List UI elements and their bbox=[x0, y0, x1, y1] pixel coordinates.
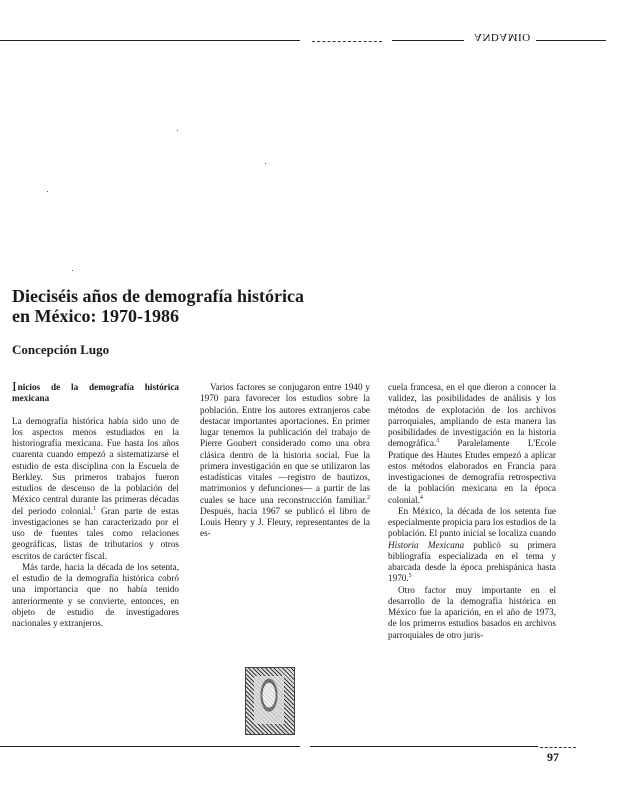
section-label: ANDAMIO bbox=[474, 31, 531, 43]
page-number: 97 bbox=[547, 750, 559, 764]
paragraph bbox=[388, 506, 556, 585]
header-rule-left bbox=[0, 40, 300, 41]
paragraph-text: publicó su primera bibliografía especializada en el tema y abarcada desde la época prehispánica hasta 1970. bbox=[388, 539, 557, 584]
paragraph: Otro factor muy importante en el desarrollo de la demografía histórica en México fue la aparición, en el año de 1973, de los primeros estudios basados en archivos parroquiales de otro juris- bbox=[388, 584, 556, 640]
paragraph-text: La demografía histórica había sido uno de los aspectos menos estudiados en la historiografía mexicana. Fue hasta los años cuarenta cuando empezó a sistematizarse el estudio de esta disciplina con la Escuela de Berkley. Sus primeros trabajos fueron estudios de descenso de la población del México central durante las primeras décadas del periodo colonial. bbox=[12, 415, 179, 516]
paragraph-text: Varios factores se conjugaron entre 1940 y 1970 para favorecer los estudios sobre la población. Entre los autores extranjeros cabe destacar importantes aportaciones. En primer lugar tenemos la publicación del trabajo de Pierre Goubert considerado como una obra clásica dentro de la historia social. Fue la primera investigación en que se utilizaron las estadísticas vitales —registro de bautizos, matrimonios y defunciones— a partir de las cuales se hace una reconstrucción familiar. bbox=[200, 382, 370, 505]
journal-title: Historia Mexicana bbox=[388, 539, 465, 550]
footnote-ref: 5 bbox=[408, 573, 412, 580]
section-heading-text: nicios de la demografía histórica mexicana bbox=[12, 382, 179, 404]
footer-rule-dashed bbox=[540, 747, 576, 748]
scan-speck bbox=[177, 130, 178, 131]
scan-speck bbox=[72, 270, 73, 271]
paragraph-text: Después, hacia 1967 se publicó el libro de Louis Henry y J. Fleury, representantes de la es- bbox=[200, 505, 370, 539]
footnote-ref: 2 bbox=[367, 494, 370, 501]
column-2 bbox=[200, 382, 370, 540]
paragraph bbox=[200, 382, 370, 540]
header-rule-dashed bbox=[312, 41, 382, 42]
header-rule-right bbox=[536, 40, 606, 41]
paragraph-text: cuela francesa, en el que dieron a conocer la validez, las posibilidades de análisis y los métodos de explotación de los archivos parroquiales, ampliando de esta manera las posibilidades de investigación en la historia demográfica. bbox=[388, 382, 556, 449]
article-title bbox=[12, 286, 342, 326]
paragraph-text: Paralelamente L'Ecole Pratique des Hautes Etudes empezó a aplicar estos métodos elaborados en Francia para investigaciones de demografía retrospectiva de la población mexicana en la época colonial. bbox=[388, 438, 556, 505]
engraving-figure-center bbox=[254, 676, 284, 724]
paragraph bbox=[12, 416, 179, 562]
scan-speck bbox=[47, 191, 48, 192]
article-author: Concepción Lugo bbox=[12, 342, 110, 357]
scan-speck bbox=[265, 163, 266, 164]
column-1 bbox=[12, 382, 179, 629]
column-3 bbox=[388, 382, 556, 641]
paragraph-text: Gran parte de estas investigaciones se han caracterizado por el uso de fuentes tales como relaciones geográficas, listas de tributarios y otros escritos de carácter fiscal. bbox=[12, 505, 179, 561]
footnote-ref: 3 bbox=[436, 438, 440, 445]
section-heading bbox=[12, 382, 179, 405]
header-rule-mid bbox=[392, 40, 464, 41]
footer-rule-left bbox=[0, 746, 300, 747]
article-title-line2: en México: 1970-1986 bbox=[12, 306, 179, 326]
footer-rule-mid bbox=[310, 746, 538, 747]
article-title-line1: Dieciséis años de demografía histórica bbox=[12, 286, 304, 306]
paragraph-text: En México, la década de los setenta fue especialmente propicia para los estudios de la población. El punto inicial se localiza cuando bbox=[388, 505, 556, 539]
paragraph bbox=[388, 382, 556, 506]
paragraph: Más tarde, hacia la década de los setenta, el estudio de la demografía histórica cobró una importancia que no había tenido anteriormente y se convierte, entonces, en objeto de estudio de investigadores nacionales y extranjeros. bbox=[12, 561, 179, 628]
engraving-figure bbox=[245, 667, 295, 735]
footnote-ref: 1 bbox=[93, 505, 97, 512]
footnote-ref: 4 bbox=[419, 494, 423, 501]
dropcap: I bbox=[12, 380, 17, 395]
